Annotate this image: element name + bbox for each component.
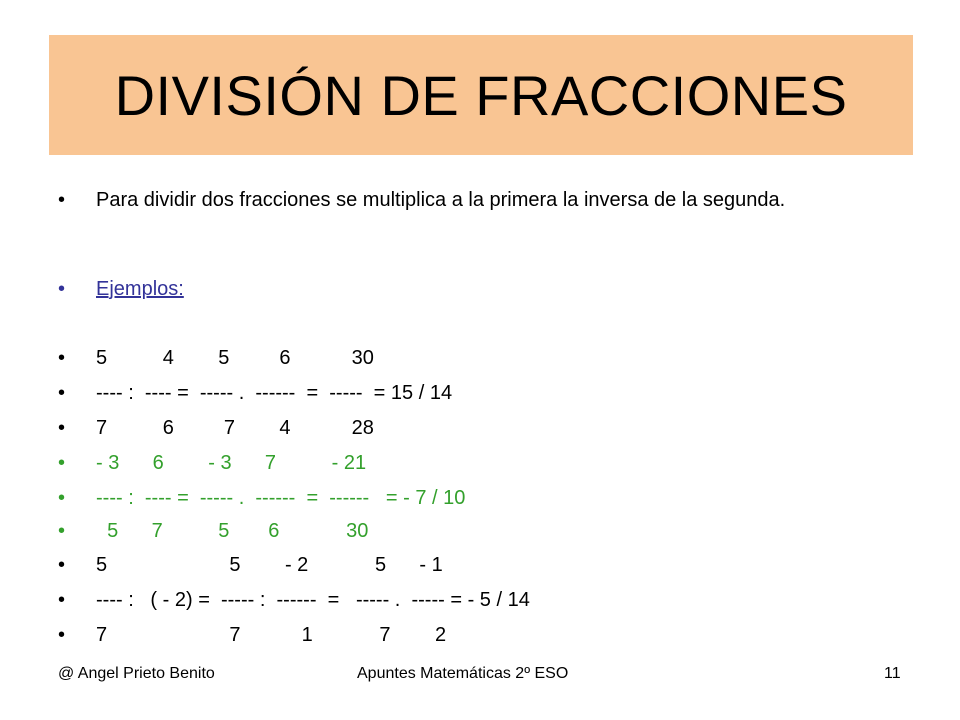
intro-text: Para dividir dos fracciones se multiplica a la primera la inversa de la segunda. <box>96 189 786 211</box>
examples-label: Ejemplos: <box>96 278 184 300</box>
footer-author: @ Angel Prieto Benito <box>58 665 215 682</box>
bullet-marker: • <box>58 417 66 439</box>
bullet-marker: • <box>58 589 66 611</box>
bullet-marker: • <box>58 278 66 300</box>
bullet-marker: • <box>58 554 66 576</box>
bullet-marker: • <box>58 382 66 404</box>
slide-title: DIVISIÓN DE FRACCIONES <box>114 63 848 127</box>
example-line: ---- : ---- = ----- . ------ = ----- = 15 / 14 <box>96 382 453 404</box>
footer-page-number: 11 <box>884 665 901 682</box>
example-line: 7 6 7 4 28 <box>96 417 374 439</box>
example-line: 7 7 1 7 2 <box>96 624 447 646</box>
title-banner <box>49 35 913 155</box>
example-line: ---- : ( - 2) = ----- : ------ = ----- . ----- = - 5 / 14 <box>96 589 530 611</box>
example-line: 5 7 5 6 30 <box>96 520 369 542</box>
bullet-marker: • <box>58 189 66 211</box>
example-line: 5 5 - 2 5 - 1 <box>96 554 443 576</box>
bullet-marker: • <box>58 520 66 542</box>
bullet-marker: • <box>58 347 66 369</box>
bullet-marker: • <box>58 487 66 509</box>
bullet-intro <box>58 188 918 284</box>
example-line: 5 4 5 6 30 <box>96 347 374 369</box>
footer-subject: Apuntes Matemáticas 2º ESO <box>357 665 569 682</box>
bullet-marker: • <box>58 624 66 646</box>
bullet-marker: • <box>58 452 66 474</box>
example-line: ---- : ---- = ----- . ------ = ------ = - 7 / 10 <box>96 487 466 509</box>
example-line: - 3 6 - 3 7 - 21 <box>96 452 367 474</box>
